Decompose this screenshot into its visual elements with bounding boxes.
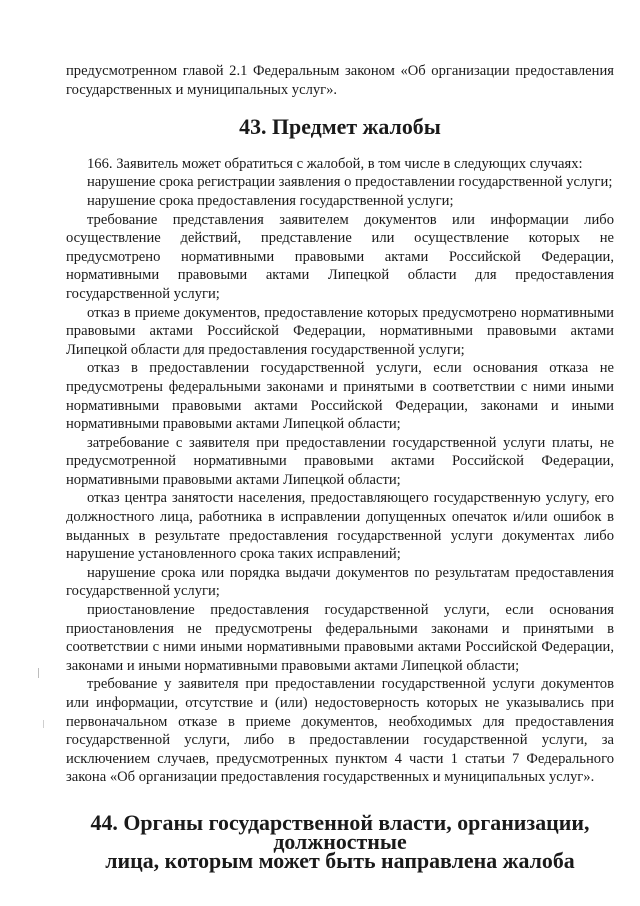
case-issuance-violation: нарушение срока или порядка выдачи документов по результатам предоставления государственной услуги; <box>66 564 614 600</box>
case-document-requirement: требование представления заявителем документов или информации либо осуществление действий, представление или осуществление которых не предусмотрено нормативными правовыми актами Российской Федерации, нормативными правовыми актами Липецкой области для предоставления государственной услуги; <box>66 211 614 302</box>
case-suspension: приостановление предоставления государственной услуги, если основания приостановления не предусмотрены федеральными законами и принятыми в соответствии с ними иными нормативными правовыми актами Российской Федерации, законами и иными нормативными правовыми актами Липецкой области; <box>66 602 614 674</box>
scan-margin-mark <box>38 668 39 678</box>
paragraph-166: 166. Заявитель может обратиться с жалобой, в том числе в следующих случаях: <box>87 155 583 172</box>
section-44-heading-line-1: 44. Органы государственной власти, организации, должностные <box>90 809 590 854</box>
case-fee-demand: затребование с заявителя при предоставлении государственной услуги платы, не предусмотренной нормативными правовыми актами Российской Федерации, нормативными правовыми актами Липецкой области; <box>66 434 614 488</box>
case-service-refusal: отказ в предоставлении государственной услуги, если основания отказа не предусмотрены федеральными законами и принятыми в соответствии с ними иными нормативными правовыми актами Российской Федерации, законами и иными нормативными правовыми актами Липецкой области; <box>66 360 614 433</box>
case-correction-refusal: отказ центра занятости населения, предоставляющего государственную услугу, его должностного лица, работника в исправлении допущенных опечаток и/или ошибок в выданных в результате предоставления государственной услуги документах либо нарушение установленного срока таких исправлений; <box>66 490 614 563</box>
case-service-deadline: нарушение срока предоставления государственной услуги; <box>87 192 454 209</box>
document-page <box>66 62 614 873</box>
case-document-refusal: отказ в приеме документов, предоставление которых предусмотрено нормативными правовыми актами Российской Федерации, нормативными правовыми актами Липецкой области для предоставления государственной услуги; <box>66 304 614 358</box>
case-extra-documents: требование у заявителя при предоставлении государственной услуги документов или информации, отсутствие и (или) недостоверность которых не указывались при первоначальном отказе в приеме документов, необходимых для предоставления государственной услуги, либо в предоставлении государственной услуги, за исключением случаев, предусмотренных пунктом 4 части 1 статьи 7 Федерального закона «Об организации предоставления государственных и муниципальных услуг». <box>66 676 614 786</box>
intro-paragraph: предусмотренном главой 2.1 Федеральным законом «Об организации предоставления государственных и муниципальных услуг». <box>66 63 614 98</box>
section-43-heading: 43. Предмет жалобы <box>239 114 441 140</box>
case-registration-deadline: нарушение срока регистрации заявления о предоставлении государственной услуги; <box>87 174 613 191</box>
section-44-heading-line-2: лица, которым может быть направлена жалоба <box>105 847 575 873</box>
section-44-heading <box>66 809 614 873</box>
scan-margin-mark <box>43 720 44 728</box>
